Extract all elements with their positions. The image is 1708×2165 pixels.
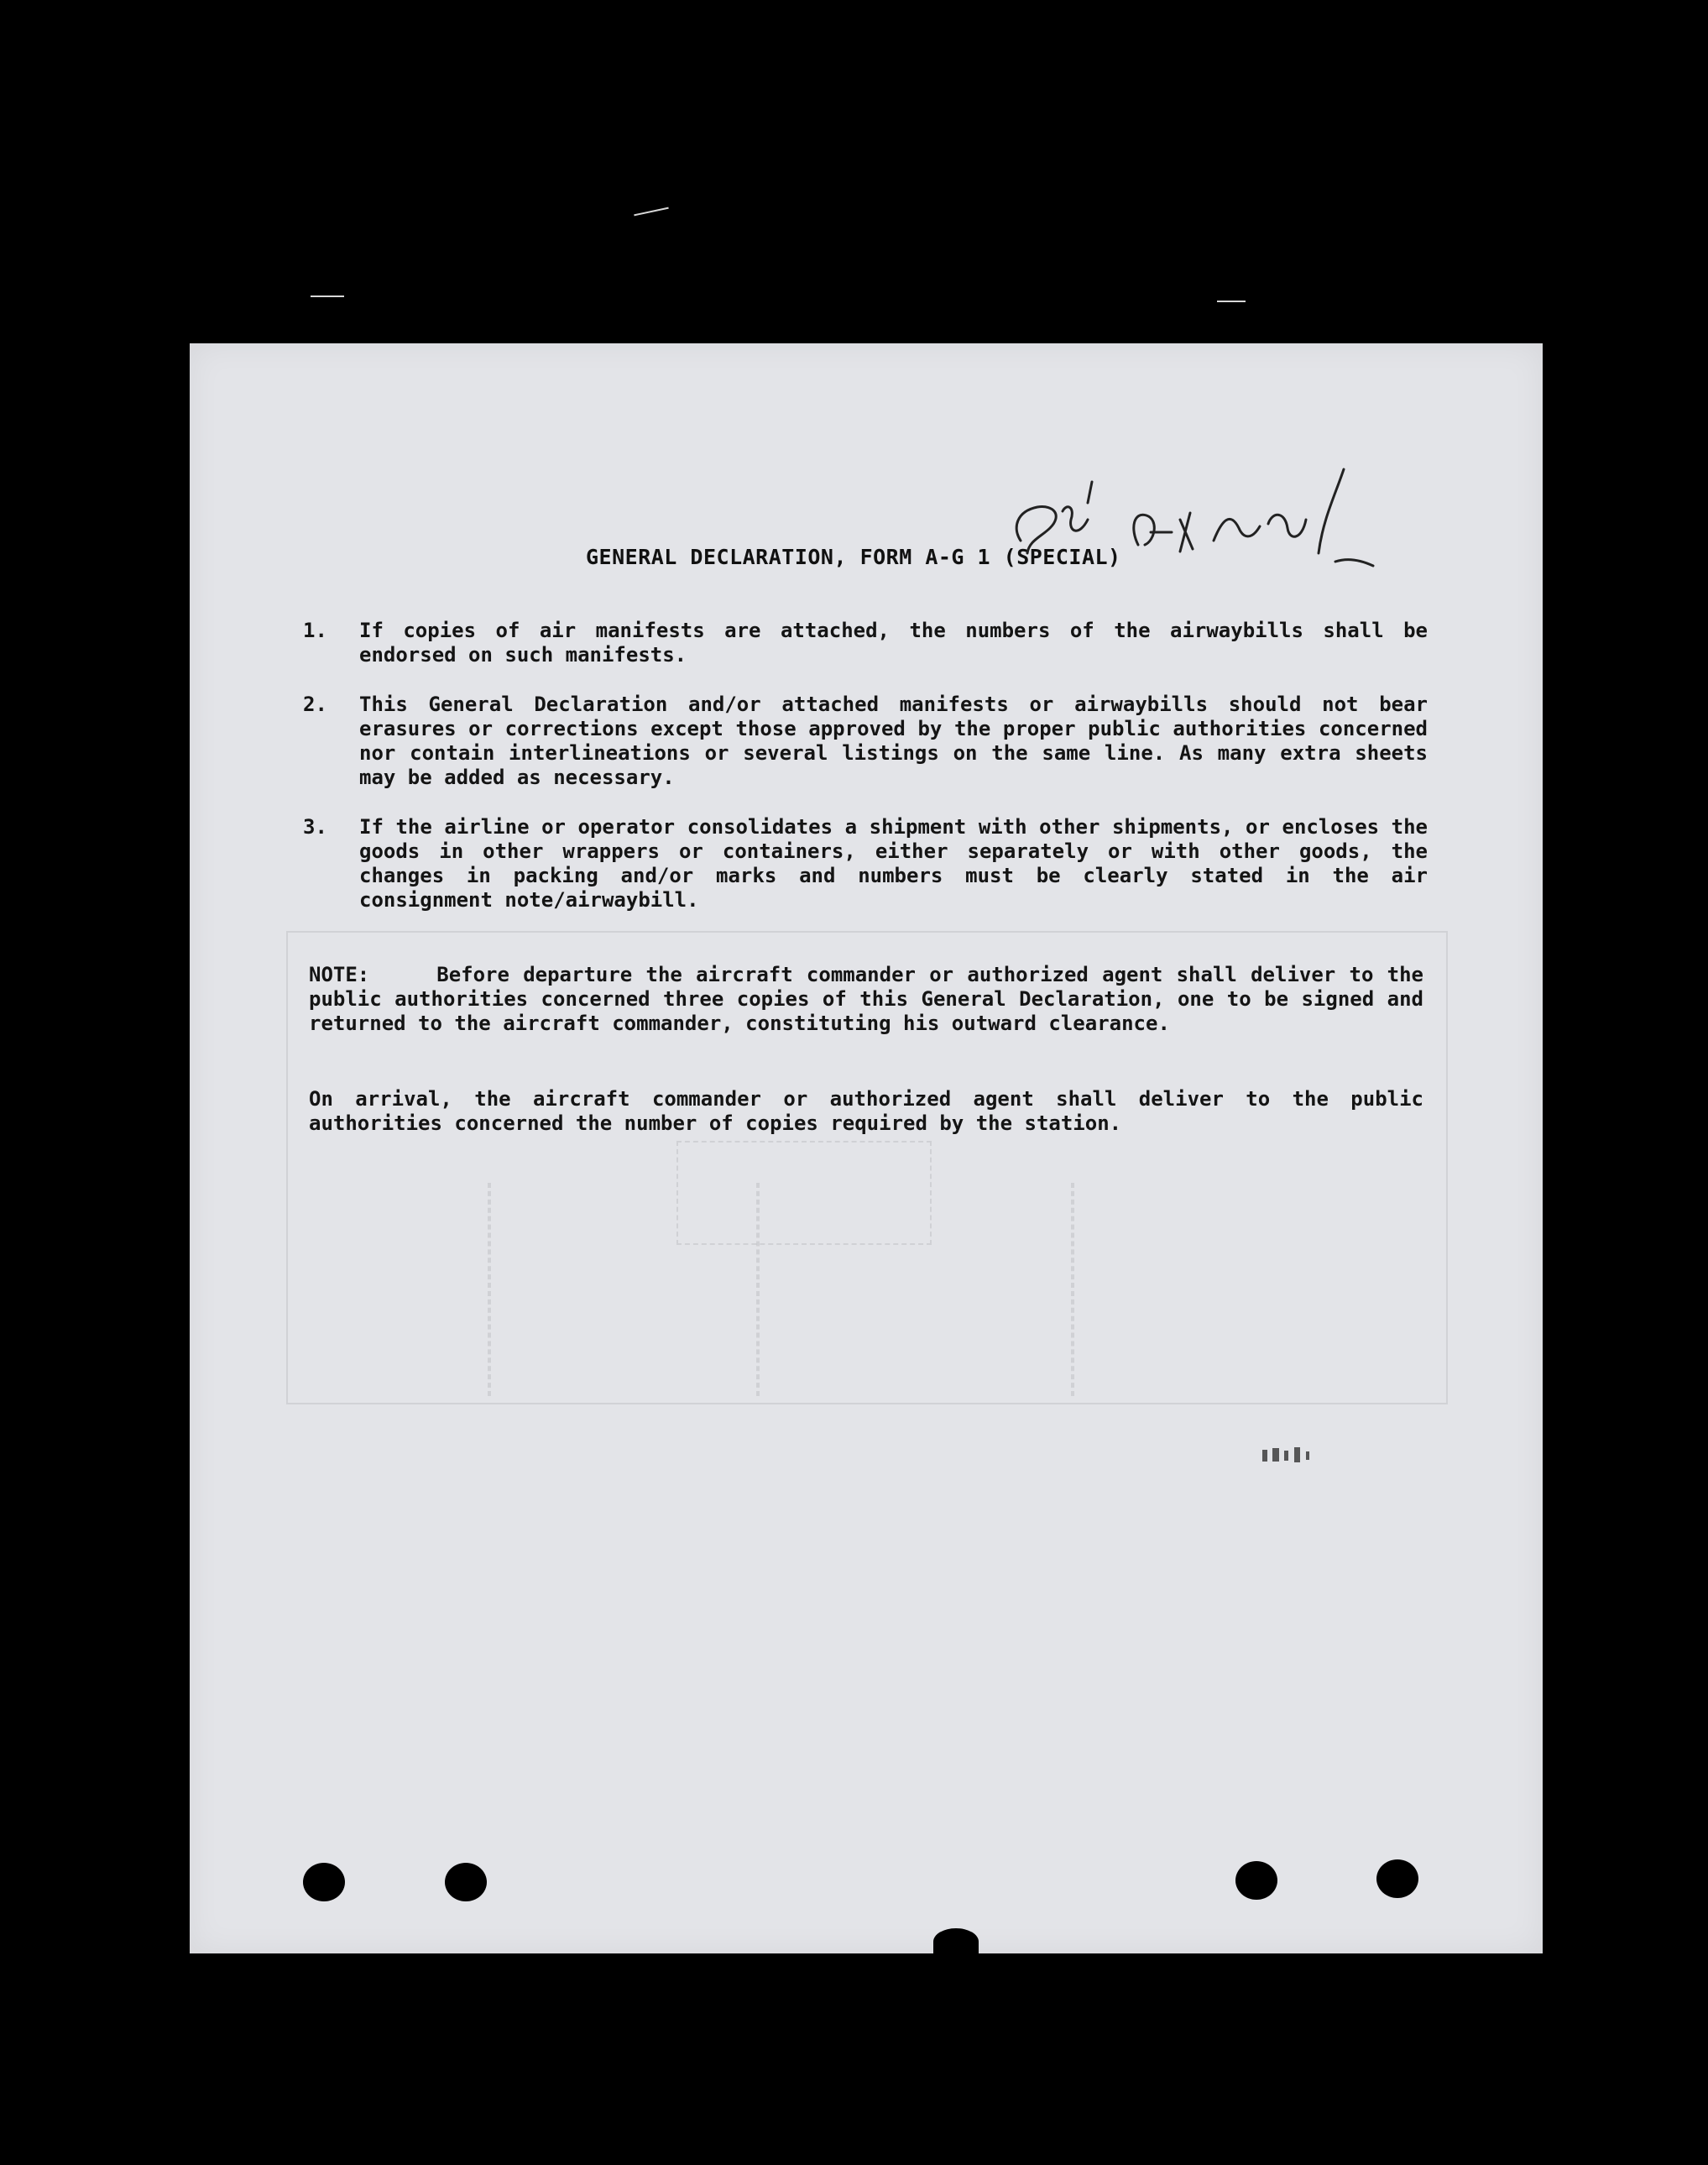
instruction-text: This General Declaration and/or attached manifests or airwaybills should not bear erasures or corrections except those approved by the proper public authorities concerned nor contain interlineations or several listings on the same line. As many extra sheets may be added as necessary. xyxy=(359,693,1428,789)
note-paragraph xyxy=(309,963,1423,1036)
bleed-through-box xyxy=(1071,1183,1074,1396)
instruction-item xyxy=(303,693,1428,790)
document-page xyxy=(190,343,1543,1953)
instruction-number: 2. xyxy=(303,693,327,716)
arrival-paragraph: On arrival, the aircraft commander or authorized agent shall deliver to the public authorities concerned the number of copies required by the station. xyxy=(309,1087,1423,1135)
handwritten-signature xyxy=(1004,461,1390,595)
instruction-number: 3. xyxy=(303,815,327,839)
scan-artifact xyxy=(1217,301,1246,302)
punch-hole xyxy=(303,1863,345,1901)
instruction-item xyxy=(303,619,1428,667)
bottom-notch xyxy=(933,1928,979,1955)
document-title: GENERAL DECLARATION, FORM A-G 1 (SPECIAL) xyxy=(586,545,1121,569)
punch-hole xyxy=(1235,1861,1277,1900)
bleed-through-box xyxy=(488,1183,491,1396)
instruction-text: If copies of air manifests are attached, the numbers of the airwaybills shall be endorsed on such manifests. xyxy=(359,619,1428,667)
bleed-through-box xyxy=(676,1141,932,1245)
faint-stamp xyxy=(1254,1443,1363,1468)
scan-artifact xyxy=(311,295,344,297)
note-label: NOTE: xyxy=(309,963,370,986)
punch-hole xyxy=(1376,1859,1418,1898)
instruction-number: 1. xyxy=(303,619,327,642)
note-text: Before departure the aircraft commander or authorized agent shall deliver to the public authorities concerned three copies of this General Declaration, one to be signed and returned to the aircraft commander, constituting his outward clearance. xyxy=(309,963,1423,1035)
scan-artifact xyxy=(634,207,668,217)
punch-hole xyxy=(445,1863,487,1901)
bleed-through-box xyxy=(756,1183,760,1396)
instruction-item xyxy=(303,815,1428,913)
instruction-text: If the airline or operator consolidates a shipment with other shipments, or encloses the goods in other wrappers or containers, either separately or with other goods, the changes in packing and/or marks and numbers must be clearly stated in the air consignment note/airwaybill. xyxy=(359,815,1428,912)
